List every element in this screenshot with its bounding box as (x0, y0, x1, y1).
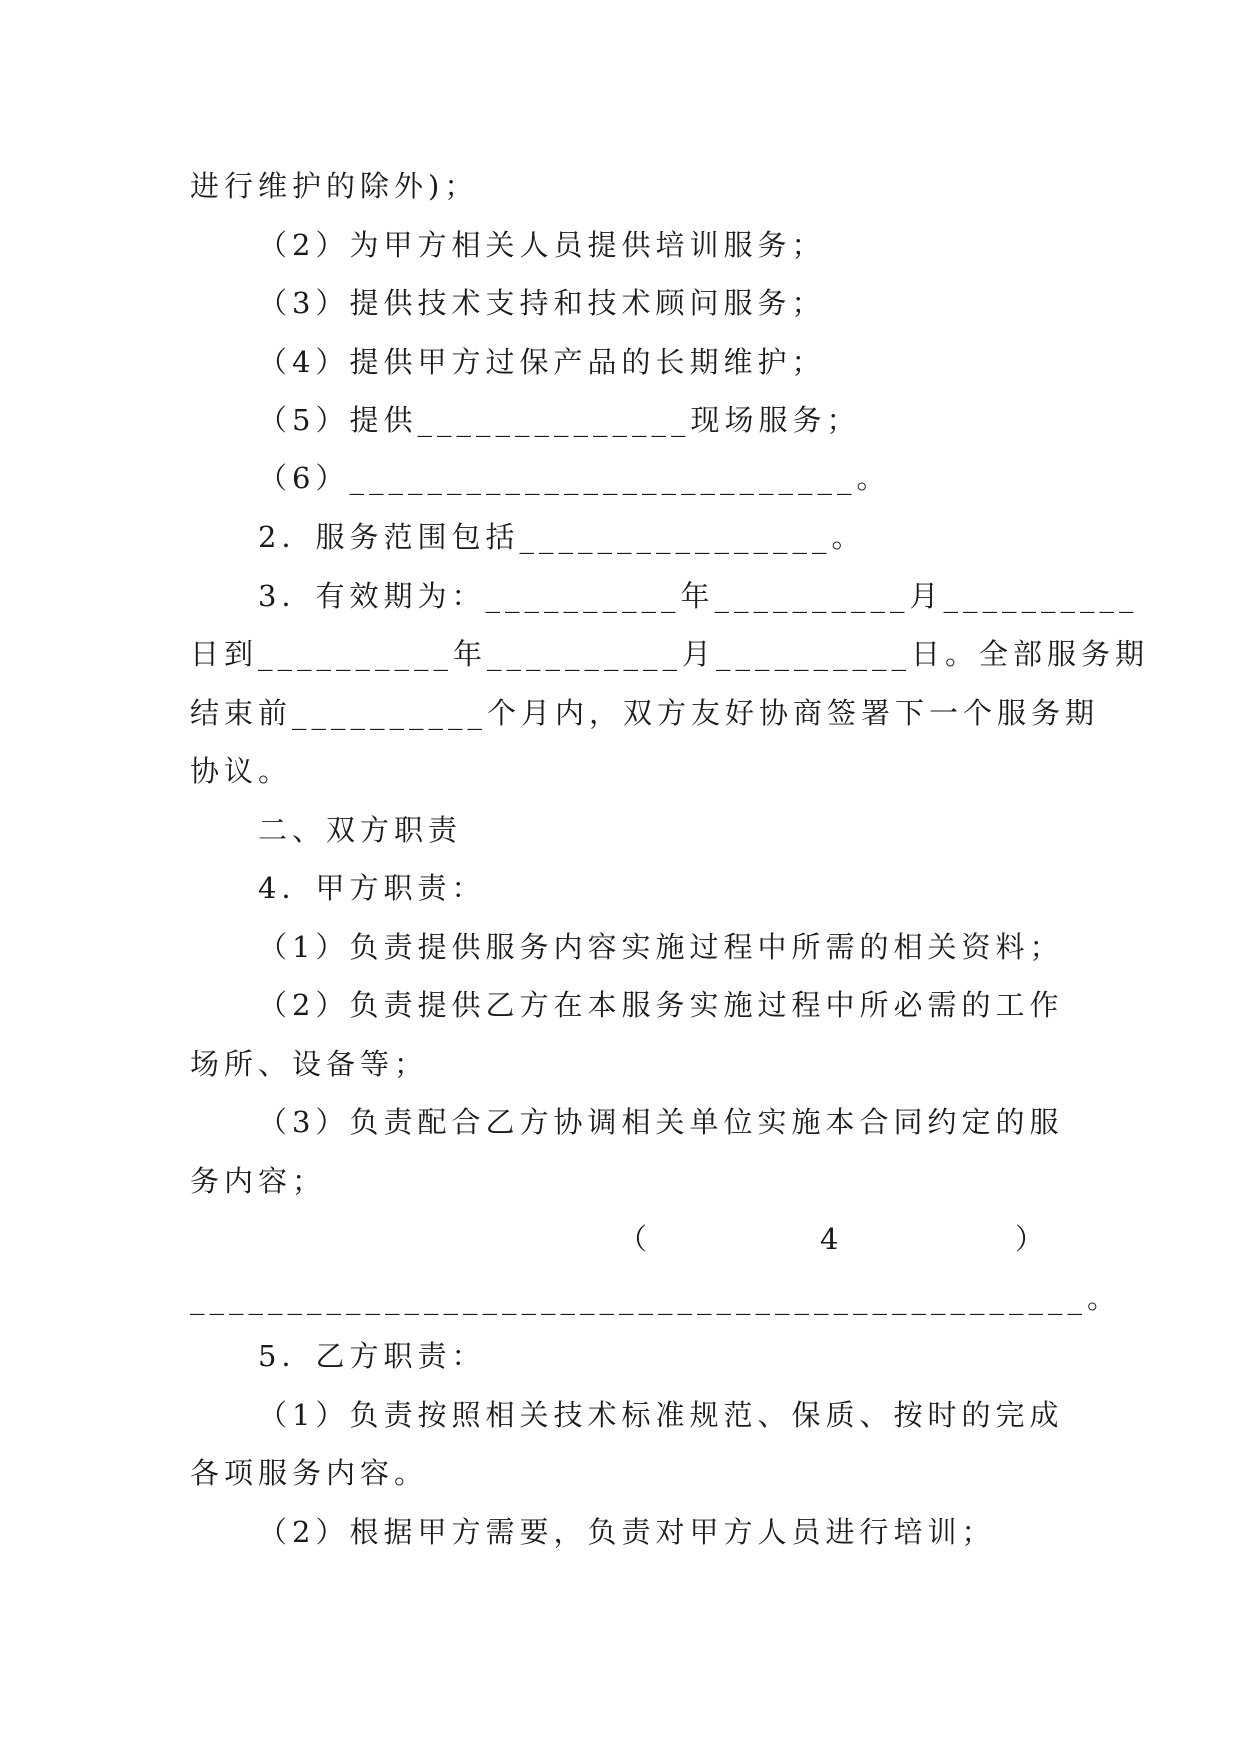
text-line-21: 5．乙方职责： (258, 1339, 486, 1373)
text-line-13: 4．甲方职责： (258, 871, 486, 905)
text-line-15: （2）负责提供乙方在本服务实施过程中所必需的工作 (258, 988, 1064, 1022)
text-line-20: ______________________________________________。 (190, 1281, 1122, 1315)
item-close-paren: ） (1015, 1222, 1050, 1256)
text-line-14: （1）负责提供服务内容实施过程中所需的相关资料； (258, 930, 1064, 964)
text-line-3: （3）提供技术支持和技术顾问服务； (258, 286, 826, 320)
text-line-7: 2．服务范围包括________________。 (258, 520, 866, 554)
text-line-9: 日到__________年__________月__________日。全部服务期 (190, 637, 1150, 671)
text-line-6: （6）__________________________。 (258, 461, 891, 495)
text-line-1: 进行维护的除外)； (190, 169, 479, 203)
text-line-24: （2）根据甲方需要，负责对甲方人员进行培训； (258, 1515, 996, 1549)
text-line-18: 务内容； (190, 1164, 327, 1198)
text-line-4: （4）提供甲方过保产品的长期维护； (258, 345, 826, 379)
text-line-23: 各项服务内容。 (190, 1456, 429, 1490)
text-line-22: （1）负责按照相关技术标准规范、保质、按时的完成 (258, 1398, 1064, 1432)
text-line-11: 协议。 (190, 754, 293, 788)
text-line-17: （3）负责配合乙方协调相关单位实施本合同约定的服 (258, 1105, 1064, 1139)
text-line-8: 3．有效期为：__________年__________月__________ (258, 579, 1139, 613)
item-number: 4 (820, 1222, 844, 1256)
item-open-paren: （ (618, 1222, 653, 1256)
section-heading: 二、双方职责 (258, 813, 463, 847)
text-line-10: 结束前__________个月内，双方友好协商签署下一个服务期 (190, 696, 1100, 730)
text-line-5: （5）提供______________现场服务； (258, 403, 861, 437)
text-line-2: （2）为甲方相关人员提供培训服务； (258, 228, 826, 262)
text-line-16: 场所、设备等； (190, 1047, 429, 1081)
